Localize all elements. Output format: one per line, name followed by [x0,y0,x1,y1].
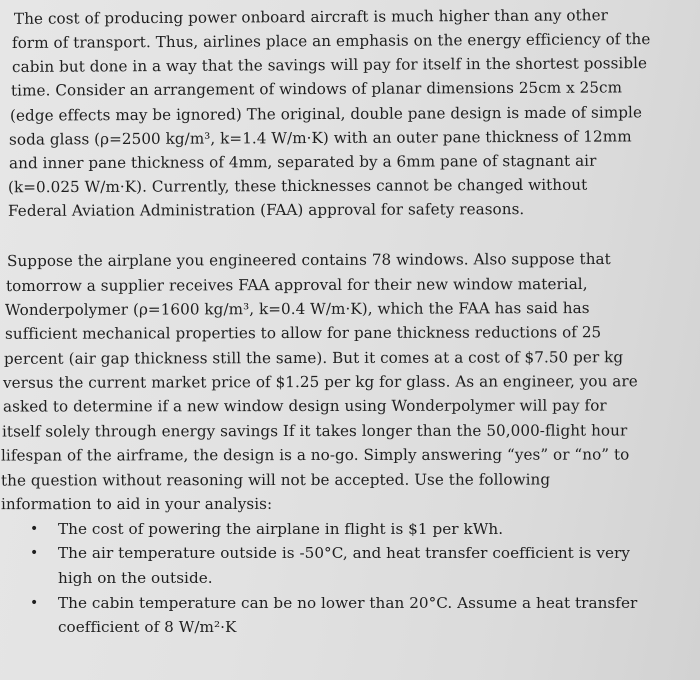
paragraph-2-line-10: the question without reasoning will not be accepted. Use the following [0,470,551,490]
paragraph-2-line-9: lifespan of the airframe, the design is a no-go. Simply answering “yes” or “no” to [0,445,630,465]
paragraph-1-line-8: (k=0.025 W/m·K). Currently, these thicknesses cannot be changed without [7,175,588,197]
bullet-3-line-2: coefficient of 8 W/m²·K [58,618,237,636]
paragraph-1-line-5: (edge effects may be ignored) The original, double pane design is made of simple [9,103,643,125]
paragraph-2-line-6: versus the current market price of $1.25 per kg for glass. As an engineer, you are [2,372,638,392]
paragraph-2-line-5: percent (air gap thickness still the same). But it comes at a cost of $7.50 per kg [3,348,624,368]
paragraph-1-line-1: The cost of producing power onboard aircraft is much higher than any other [13,6,608,28]
bullet-3-marker: • [30,595,39,611]
paragraph-2-line-8: itself solely through energy savings If it takes longer than the 50,000-flight hour [1,421,628,441]
paragraph-2-line-11: information to aid in your analysis: [0,494,273,514]
paragraph-2-line-2: tomorrow a supplier receives FAA approval for their new window material, [5,274,588,296]
paragraph-1-line-2: form of transport. Thus, airlines place an emphasis on the energy efficiency of the [11,30,651,52]
paragraph-1-line-9: Federal Aviation Administration (FAA) approval for safety reasons. [7,200,525,220]
bullet-2-line-2: high on the outside. [58,569,213,587]
paragraph-1-line-4: time. Consider an arrangement of windows of planar dimensions 25cm x 25cm [10,78,623,100]
bullet-2-marker: • [30,545,39,561]
paragraph-1-line-6: soda glass (ρ=2500 kg/m³, k=1.4 W/m·K) with an outer pane thickness of 12mm [8,127,632,149]
paragraph-1-line-3: cabin but done in a way that the savings will pay for itself in the shortest possible [11,54,648,76]
paragraph-2-line-3: Wonderpolymer (ρ=1600 kg/m³, k=0.4 W/m·K), which the FAA has said has [4,298,590,320]
paragraph-1-line-7: and inner pane thickness of 4mm, separated by a 6mm pane of stagnant air [8,151,597,173]
bullet-2-line-1: The air temperature outside is -50°C, and heat transfer coefficient is very [58,544,630,562]
bullet-1-marker: • [30,521,39,537]
bullet-1-line-1: The cost of powering the airplane in flight is $1 per kWh. [58,520,504,538]
paragraph-2-line-7: asked to determine if a new window design using Wonderpolymer will pay for [2,396,607,416]
bullet-3-line-1: The cabin temperature can be no lower than 20°C. Assume a heat transfer [58,594,638,612]
paragraph-2-line-1: Suppose the airplane you engineered contains 78 windows. Also suppose that [6,249,611,271]
paragraph-2-line-4: sufficient mechanical properties to allow for pane thickness reductions of 25 [4,323,602,343]
